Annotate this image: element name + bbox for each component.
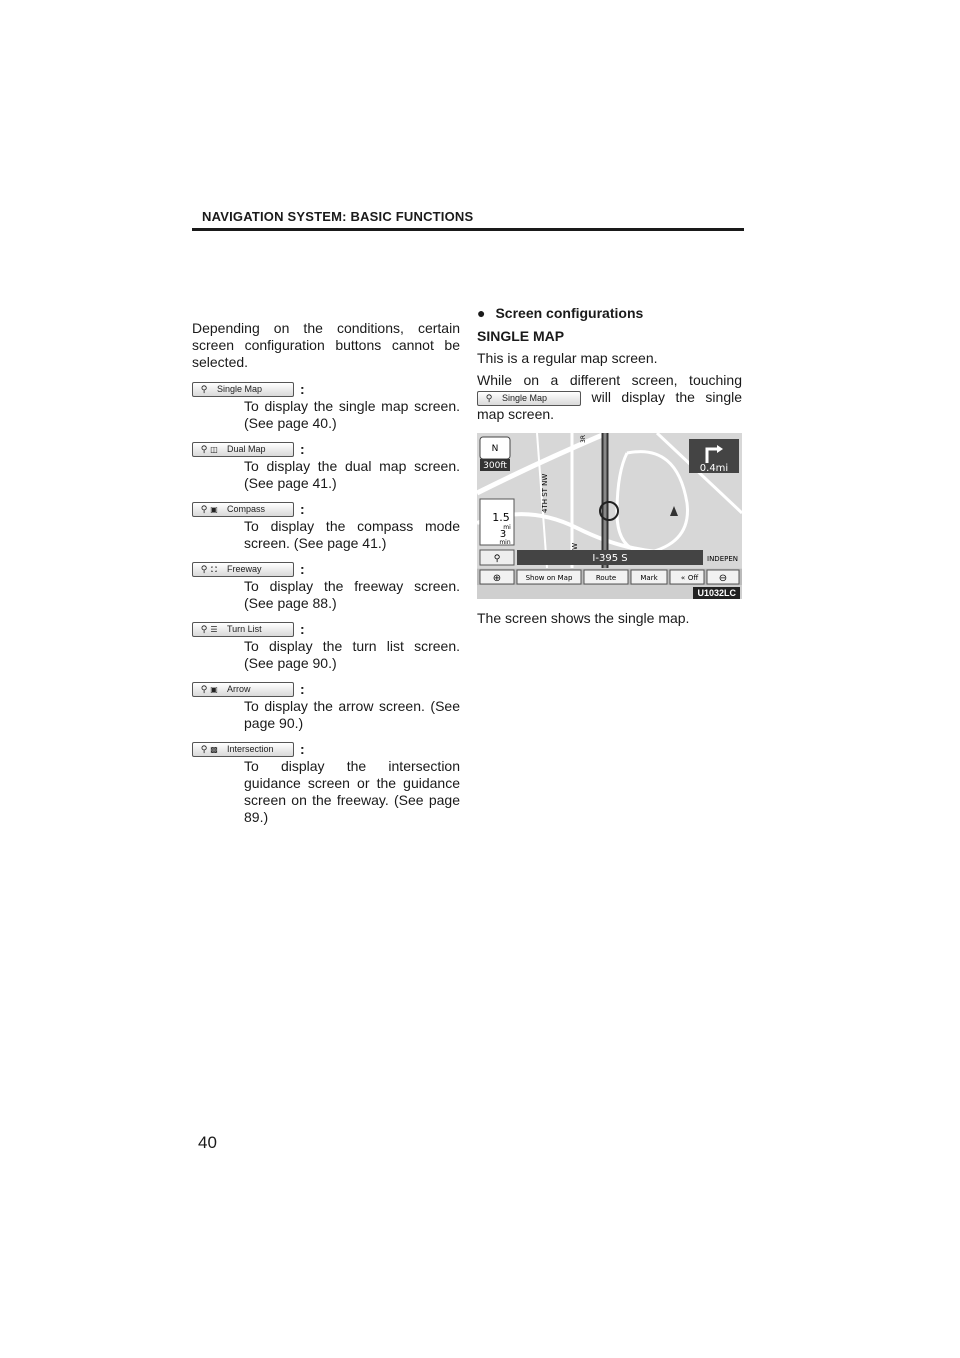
compass-marker-icon: ⚲	[200, 683, 208, 694]
single-map-button[interactable]: ⚲ Single Map	[192, 382, 294, 397]
remaining-distance-unit: mi	[503, 524, 511, 531]
button-item-intersection: ⚲ ▩ Intersection : To display the intersection guidance screen or the guidance screen on the freeway. (See page 89.)	[192, 740, 460, 826]
mark-label: Mark	[640, 574, 658, 582]
button-item-arrow: ⚲ ▣ Arrow : To display the arrow screen. (See page 90.)	[192, 680, 460, 732]
zoom-out-icon: ⊖	[718, 573, 728, 584]
intersection-button[interactable]: ⚲ ▩ Intersection	[192, 742, 294, 757]
remaining-distance: 1.5	[492, 511, 510, 524]
remaining-time: 3	[499, 529, 507, 540]
map-scale: 300ft	[483, 461, 507, 471]
zoom-in-icon: ⊕	[492, 573, 502, 584]
compass-marker-icon: ⚲	[200, 503, 208, 514]
header-rule	[192, 228, 744, 231]
button-item-compass: ⚲ ▣ Compass : To display the compass mode screen. (See page 41.)	[192, 500, 460, 552]
turn-list-icon: ☰	[210, 624, 218, 634]
compass-marker-icon: ⚲	[200, 443, 208, 454]
page-number: 40	[198, 1133, 217, 1152]
right-column	[477, 305, 742, 428]
button-description: To display the compass mode screen. (See page 41.)	[244, 518, 460, 551]
figure-code: U1032LC	[693, 587, 740, 599]
section-line-2: While on a different screen, touching ⚲ Single Map will display the single map screen.	[477, 372, 742, 422]
dual-map-button[interactable]: ⚲ ◫ Dual Map	[192, 442, 294, 457]
section-line-1: This is a regular map screen.	[477, 350, 658, 366]
section-subtitle: SINGLE MAP	[477, 328, 565, 344]
bullet-icon: ●	[477, 305, 486, 321]
section-title: ● Screen configurations	[477, 305, 644, 321]
street-label-4: 3R	[580, 435, 587, 443]
button-description: To display the freeway screen. (See page 88.)	[244, 578, 460, 611]
arrow-button[interactable]: ⚲ ▣ Arrow	[192, 682, 294, 697]
map-menu-icon[interactable]: ⚲	[493, 554, 501, 564]
off-label: Off	[687, 574, 699, 582]
compass-icon: ▣	[210, 504, 218, 514]
turn-distance: 0.4mi	[699, 463, 729, 474]
route-label: Route	[595, 574, 617, 582]
button-description: To display the intersection guidance screen or the guidance screen on the freeway. (See page 89.)	[244, 758, 460, 825]
dual-map-icon: ◫	[210, 444, 218, 454]
intro-text: Depending on the conditions, certain screen configuration buttons cannot be selected.	[192, 320, 460, 370]
map-caption: The screen shows the single map.	[477, 610, 690, 626]
compass-marker-icon: ⚲	[200, 563, 208, 574]
street-label-1: 4TH ST NW	[541, 473, 549, 513]
rewind-icon: «	[680, 574, 686, 582]
button-item-dual-map: ⚲ ◫ Dual Map : To display the dual map screen. (See page 41.)	[192, 440, 460, 492]
button-item-turn-list: ⚲ ☰ Turn List : To display the turn list screen. (See page 90.)	[192, 620, 460, 672]
map-canvas	[477, 433, 742, 599]
show-on-map-label: Show on Map	[525, 574, 573, 582]
freeway-icon: ⛚	[211, 564, 217, 574]
single-map-icon: ⚲	[485, 392, 493, 403]
turn-list-button[interactable]: ⚲ ☰ Turn List	[192, 622, 294, 637]
compass-marker-icon: ⚲	[200, 623, 208, 634]
single-map-icon: ⚲	[200, 383, 208, 394]
single-map-button-inline[interactable]: ⚲ Single Map	[477, 391, 581, 406]
compass-marker-icon: ⚲	[200, 743, 208, 754]
compass-button[interactable]: ⚲ ▣ Compass	[192, 502, 294, 517]
button-description: To display the turn list screen. (See page 90.)	[244, 638, 460, 671]
street-label-3: INDEPEN	[707, 555, 738, 563]
freeway-button[interactable]: ⚲ ⛚ Freeway	[192, 562, 294, 577]
button-description: To display the arrow screen. (See page 90.)	[244, 698, 460, 731]
button-description: To display the single map screen. (See page 40.)	[244, 398, 460, 431]
button-description: To display the dual map screen. (See page 41.)	[244, 458, 460, 491]
page-header	[192, 209, 744, 231]
intersection-icon: ▩	[210, 744, 218, 754]
button-item-single-map: ⚲ Single Map : To display the single map screen. (See page 40.)	[192, 380, 460, 432]
route-name: I-395 S	[592, 553, 628, 564]
single-map-screenshot	[477, 433, 742, 599]
compass-n-label: N	[491, 444, 499, 454]
left-column	[192, 320, 460, 834]
button-item-freeway: ⚲ ⛚ Freeway : To display the freeway screen. (See page 88.)	[192, 560, 460, 612]
arrow-icon: ▣	[210, 684, 218, 694]
header-title: NAVIGATION SYSTEM: BASIC FUNCTIONS	[202, 209, 474, 224]
remaining-time-unit: min	[499, 539, 511, 546]
